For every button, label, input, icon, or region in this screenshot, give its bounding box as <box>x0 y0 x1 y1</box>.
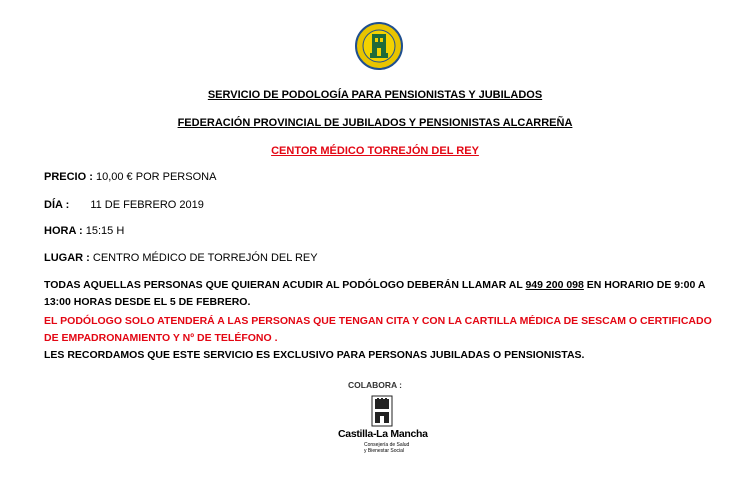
phone-number: 949 200 098 <box>525 279 584 291</box>
time-value: 15:15 H <box>85 225 125 237</box>
federation-title: FEDERACIÓN PROVINCIAL DE JUBILADOS Y PENSIONISTAS ALCARREÑA <box>177 117 573 129</box>
notice-requirements-paragraph: EL PODÓLOGO SOLO ATENDERÁ A LAS PERSONAS QUE TENGAN CITA Y CON LA CARTILLA MÉDICA DE SESCAM O CERTIFICADO DE EMPADRONAMIENTO Y Nº DE TELÉFONO . <box>44 315 712 344</box>
federacion-logo <box>355 22 403 70</box>
notice-call-paragraph <box>44 277 724 311</box>
time-label: HORA : <box>44 225 83 237</box>
place-label: LUGAR : <box>44 252 90 264</box>
notice-call-after: EN HORARIO DE 9:00 A 13:00 HORAS DESDE EL 5 DE FEBRERO. <box>44 279 706 308</box>
collab-label: COLABORA : <box>348 380 402 390</box>
org-sub-2: y Bienestar Social <box>364 448 405 454</box>
service-title: SERVICIO DE PODOLOGÍA PARA PENSIONISTAS Y JUBILADOS <box>207 89 543 101</box>
castilla-la-mancha-logo <box>338 395 428 467</box>
price-label: PRECIO : <box>44 171 93 183</box>
castle-icon <box>371 395 393 427</box>
time-row <box>44 225 124 237</box>
notice-call-before: TODAS AQUELLAS PERSONAS QUE QUIERAN ACUDIR AL PODÓLOGO DEBERÁN LLAMAR AL <box>44 279 526 291</box>
center-title: CENTOR MÉDICO TORREJÓN DEL REY <box>271 145 479 157</box>
price-row <box>44 171 216 183</box>
day-label: DÍA : <box>44 199 70 211</box>
day-value: 11 DE FEBRERO 2019 <box>90 199 204 211</box>
org-name: Castilla-La Mancha <box>338 428 428 440</box>
price-value: 10,00 € POR PERSONA <box>95 171 217 183</box>
org-sub-1: Consejería de Salud <box>364 442 410 448</box>
day-row <box>44 199 204 211</box>
notice-exclusive-paragraph: LES RECORDAMOS QUE ESTE SERVICIO ES EXCLUSIVO PARA PERSONAS JUBILADAS O PENSIONISTAS. <box>44 349 585 361</box>
place-value: CENTRO MÉDICO DE TORREJÓN DEL REY <box>92 252 318 264</box>
place-row <box>44 252 318 264</box>
